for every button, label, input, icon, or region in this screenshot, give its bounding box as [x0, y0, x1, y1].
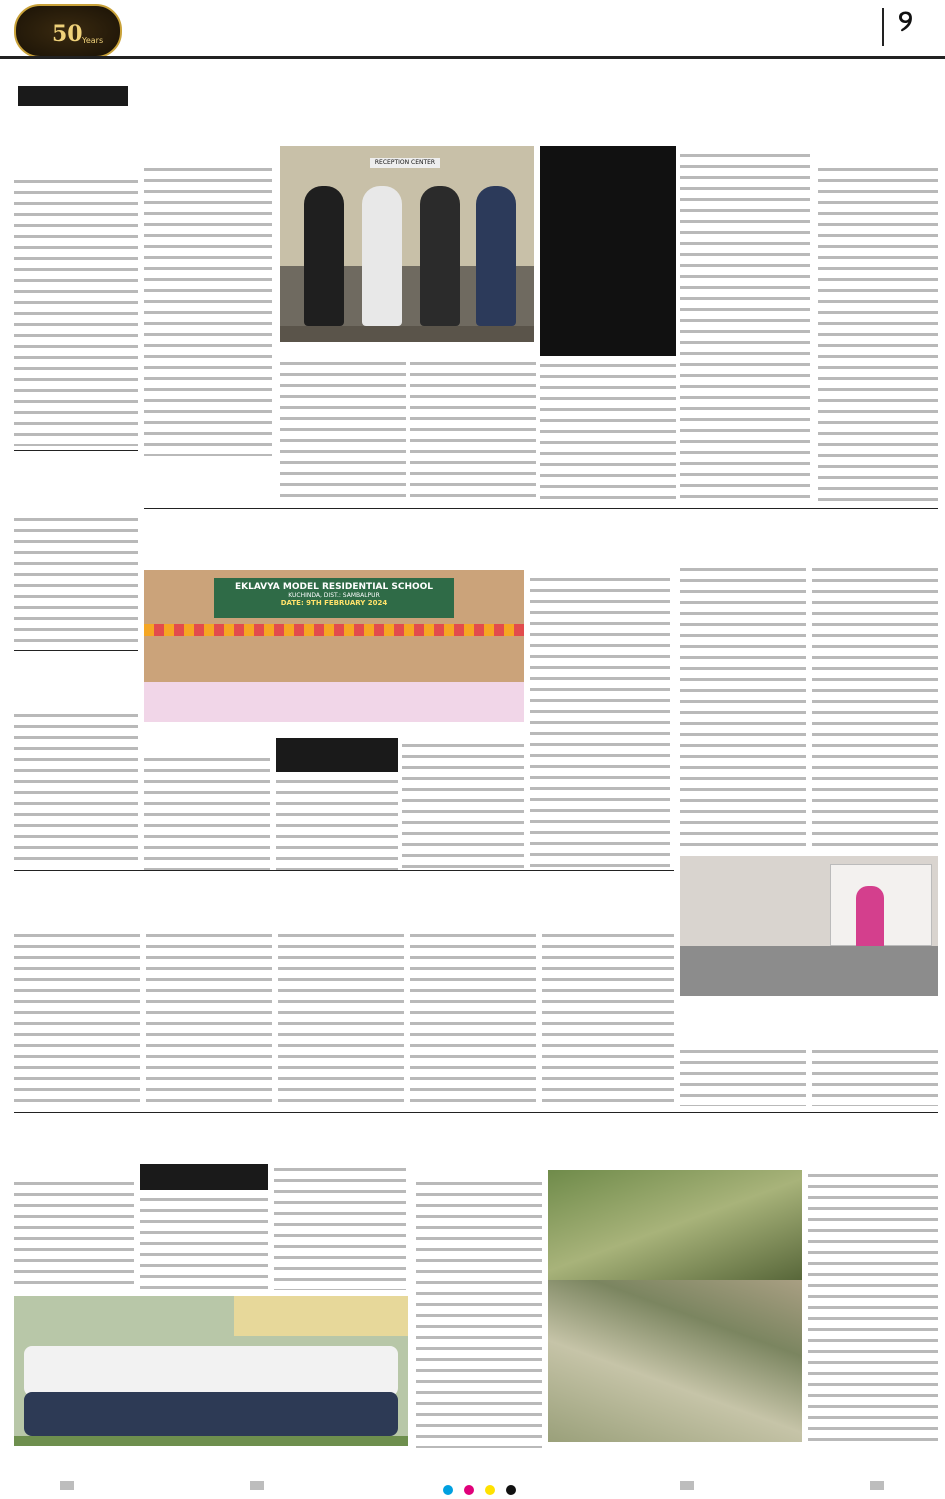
deworming-body-col-2: [812, 564, 938, 850]
literature-body-col-4: [410, 930, 536, 1106]
right1-body: [818, 164, 938, 504]
lead-body-col-4: [540, 360, 676, 500]
masthead-rule: [0, 56, 945, 59]
school-body-col-1: [144, 754, 270, 874]
masthead: [0, 0, 945, 58]
literature-body-col-1: [14, 930, 140, 1106]
literature-body-col-5: [542, 930, 674, 1106]
school-body-col-2: [276, 776, 398, 874]
reg-square-right: [870, 1481, 884, 1490]
deworming-photo: [680, 856, 938, 996]
literature-body-col-3: [278, 930, 404, 1106]
page-number: ୨: [898, 4, 913, 39]
sidebar-rule-2: [14, 650, 138, 651]
kabaddi-body-col-1: [680, 1046, 806, 1106]
dais-table: [144, 682, 524, 722]
school-body-col-3: [402, 740, 524, 874]
tent-canopy: [234, 1296, 408, 1336]
broken-plants: [548, 1280, 802, 1442]
banana-leaves: [548, 1170, 802, 1280]
reg-dot-black: [506, 1485, 516, 1495]
team-back-row: [24, 1346, 398, 1396]
school-photo: [144, 570, 524, 722]
lead-body-col-5: [680, 150, 810, 502]
registration-marks: [0, 1476, 945, 1496]
reg-square-left: [60, 1481, 74, 1490]
h-rule-1: [144, 508, 938, 509]
school-subhead-box: [276, 738, 398, 772]
banner-school-name: EKLAVYA MODEL RESIDENTIAL SCHOOL: [234, 582, 434, 592]
person-4: [476, 186, 516, 326]
logo-years: Years: [82, 36, 104, 45]
reception-sign-text: RECEPTION CENTER: [374, 159, 436, 166]
literature-body-col-2: [146, 930, 272, 1106]
cricket-team-photo: [14, 1296, 408, 1446]
reg-dot-magenta: [464, 1485, 474, 1495]
deworming-body-col-1: [680, 564, 806, 850]
fraud-body: [530, 574, 670, 874]
reg-dot-yellow: [485, 1485, 495, 1495]
sidebar-rule-1: [14, 450, 138, 451]
cricket-subhead-box: [140, 1164, 268, 1190]
cricket-body-col-3: [274, 1164, 406, 1290]
flower-garland: [144, 624, 524, 636]
masthead-divider: [882, 8, 884, 46]
lead-body-col-3: [410, 358, 536, 498]
banner-place: KUCHINDA, DIST.: SAMBALPUR: [288, 592, 380, 599]
reg-square-left-2: [250, 1481, 264, 1490]
kabaddi-body-col-2: [812, 1046, 938, 1106]
banner-date: DATE: 9TH FEBRUARY 2024: [280, 599, 388, 607]
reg-dot-cyan: [443, 1485, 453, 1495]
person-1: [304, 186, 344, 326]
school-banner: [214, 578, 454, 618]
sidebar-tag: [18, 86, 128, 106]
sidebar1-body: [14, 176, 138, 446]
reg-square-right-2: [680, 1481, 694, 1490]
sidebar2-body: [14, 514, 138, 646]
elephant-damage-photo: [548, 1170, 802, 1442]
lead-body-col-1: [144, 164, 272, 456]
elephant-body-col-1: [416, 1178, 542, 1448]
person-3: [420, 186, 460, 326]
sidebar3-body: [14, 710, 138, 860]
floor: [280, 326, 534, 342]
cricket-body-col-2: [140, 1194, 268, 1290]
cricket-body-col-1: [14, 1178, 134, 1290]
h-rule-2: [14, 870, 674, 871]
ground: [14, 1436, 408, 1446]
lead-body-col-2: [280, 358, 406, 498]
reg-dots-center: [440, 1480, 519, 1499]
logo-number: 50: [52, 21, 83, 47]
h-rule-3: [14, 1112, 938, 1113]
team-front-row: [24, 1392, 398, 1436]
reception-sign: [370, 158, 440, 168]
person-2: [362, 186, 402, 326]
table-guests: [680, 946, 938, 996]
anniversary-logo: [14, 4, 122, 58]
elephant-body-col-2: [808, 1170, 938, 1446]
lead-highlight-box: [540, 146, 676, 356]
lead-photo: [280, 146, 534, 342]
